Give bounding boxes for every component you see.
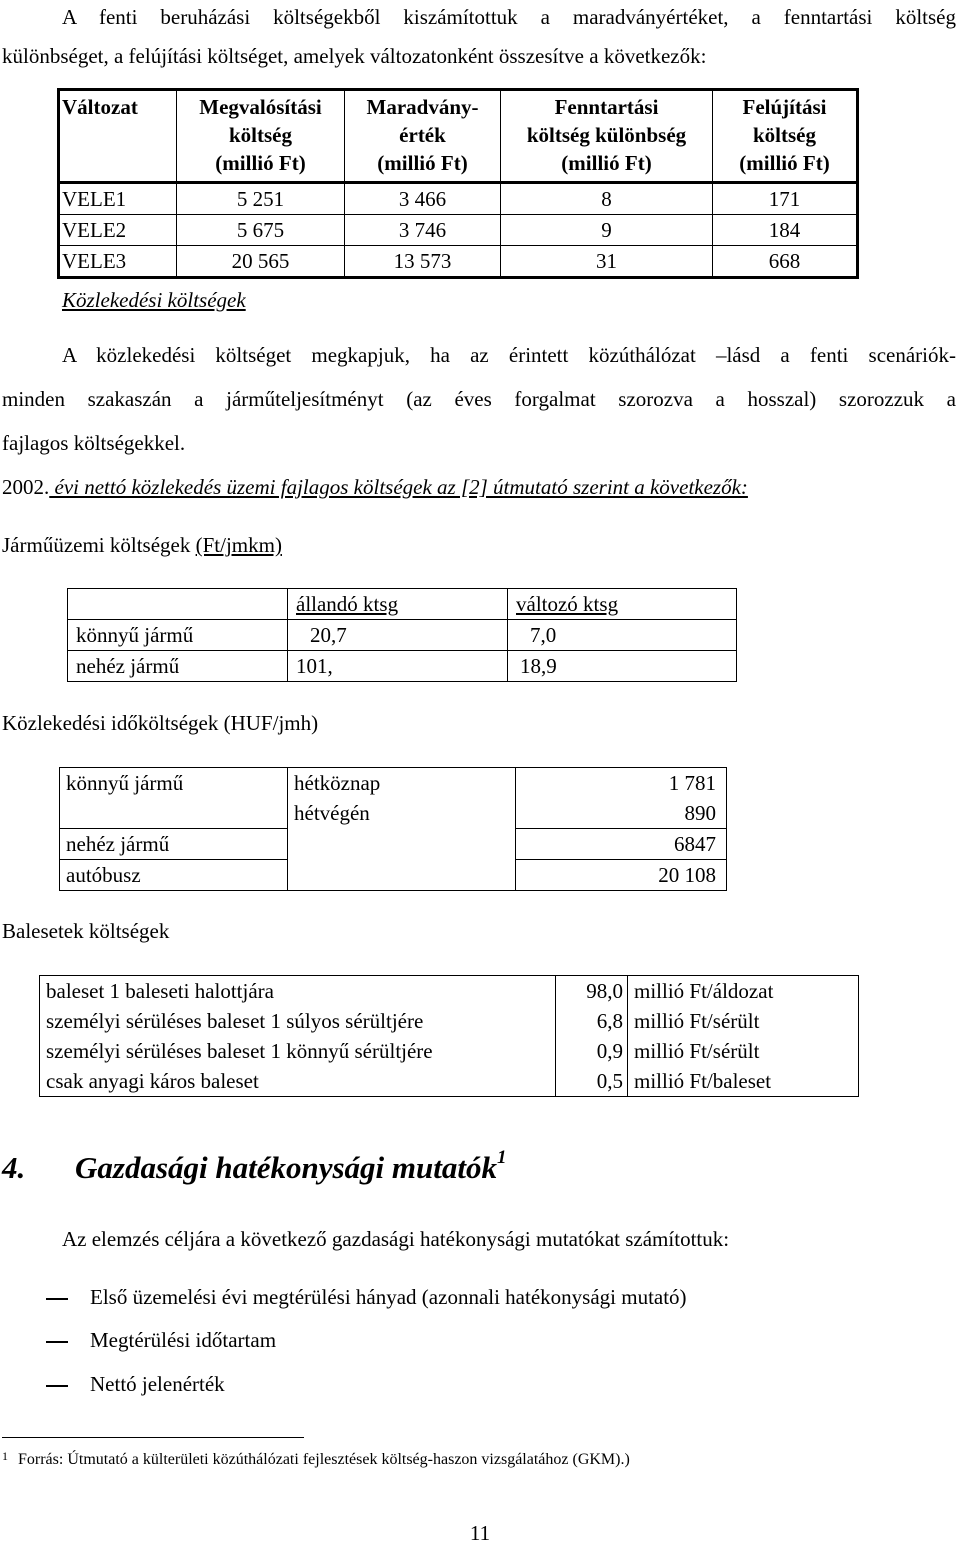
footnote-number: 1 (2, 1449, 8, 1463)
table-row (60, 798, 727, 829)
cell-renewal: 184 (713, 215, 858, 246)
vehicle-costs-unit: (Ft/jmkm) (195, 533, 282, 557)
header-fixed-cost: állandó ktsg (288, 589, 508, 620)
header-renewal-cost: Felújítási költség (millió Ft) (713, 90, 858, 183)
table-row (40, 1006, 859, 1036)
table-row (60, 768, 727, 799)
table-header-row (59, 90, 858, 183)
cell-day (288, 829, 516, 860)
footnote (2, 1446, 630, 1474)
table-row (40, 1036, 859, 1066)
cell-vehicle: nehéz jármű (60, 829, 288, 860)
cell-day: hétköznap (288, 768, 516, 799)
transport-para-line-3: fajlagos költségekkel. (2, 431, 186, 455)
cell-day (288, 860, 516, 891)
intro-line-1: A fenti beruházási költségekből kiszámítottuk a maradványértéket, a fenntartási költség (62, 5, 956, 29)
dash-bullet (46, 1385, 68, 1387)
cell-vehicle: nehéz jármű (68, 651, 288, 682)
cell-construction: 5 675 (177, 215, 345, 246)
table-row (59, 215, 858, 246)
cell-fixed: 20,7 (288, 620, 508, 651)
table-row (59, 183, 858, 215)
cell-accident-type: csak anyagi káros baleset (46, 1069, 259, 1093)
unit-cost-note (2, 472, 748, 502)
dash-bullet (46, 1341, 68, 1343)
cell-vehicle (60, 798, 288, 829)
cell-residual: 13 573 (345, 246, 501, 278)
cell-value: 20 108 (516, 860, 727, 891)
cell-accident-type: személyi sérüléses baleset 1 könnyű sérültjére (46, 1039, 433, 1063)
note-year: 2002. (2, 475, 50, 499)
footnote-separator (2, 1437, 304, 1438)
cell-vehicle: könnyű jármű (66, 771, 184, 795)
cell-day: hétvégén (288, 798, 516, 829)
section-4-number: 4. (2, 1150, 26, 1185)
cell-accident-type: személyi sérüléses baleset 1 súlyos sérültjére (46, 1009, 424, 1033)
transport-para-line-1: A közlekedési költséget megkapjuk, ha az érintett közúthálózat –lásd a fenti scenáriók- (62, 343, 956, 367)
list-item: Nettó jelenérték (46, 1369, 225, 1399)
cell-value: 6847 (516, 829, 727, 860)
cell-residual: 3 746 (345, 215, 501, 246)
time-costs-title: Közlekedési időköltségek (HUF/jmh) (2, 711, 319, 735)
cell-variable: 18,9 (508, 651, 737, 682)
section-4-title: Gazdasági hatékonysági mutatók$^1$ (75, 1147, 507, 1185)
footnote-mark: 1 (497, 1147, 507, 1168)
cell-construction: 5 251 (177, 183, 345, 215)
cell-maintenance: 8 (501, 183, 713, 215)
cell-empty (68, 589, 288, 620)
cell-unit: millió Ft/sérült (628, 1036, 859, 1066)
cell-vehicle: autóbusz (60, 860, 288, 891)
header-residual-value: Maradvány- érték (millió Ft) (345, 90, 501, 183)
page-number: 11 (469, 1521, 491, 1545)
cell-amount: 6,8 (556, 1006, 628, 1036)
variant-cost-table (57, 88, 859, 279)
cell-renewal: 171 (768, 187, 801, 211)
cell-unit: millió Ft/baleset (628, 1066, 859, 1097)
accident-costs-title: Balesetek költségek (2, 919, 170, 943)
cell-variable: 7,0 (508, 620, 737, 651)
cell-fixed: 101, (288, 651, 508, 682)
table-row (40, 976, 859, 1007)
header-construction-cost: Megvalósítási költség (millió Ft) (177, 90, 345, 183)
cell-amount: 98,0 (556, 976, 628, 1007)
cell-maintenance: 31 (501, 246, 713, 278)
list-item: Megtérülési időtartam (46, 1325, 276, 1355)
cell-maintenance: 9 (501, 215, 713, 246)
cell-accident-type: baleset 1 baleseti halottjára (46, 979, 274, 1003)
table-header-row (68, 589, 737, 620)
table-row (68, 651, 737, 682)
vehicle-costs-title: Járműüzemi költségek (Ft/jmkm) (2, 533, 282, 557)
cell-vehicle: könnyű jármű (68, 620, 288, 651)
cell-value: 890 (516, 798, 727, 829)
table-row (68, 620, 737, 651)
time-cost-table (59, 767, 727, 891)
cell-variant: VELE1 (59, 183, 177, 215)
cell-value: 1 781 (516, 768, 727, 799)
cell-residual: 3 466 (345, 183, 501, 215)
dash-bullet (46, 1298, 68, 1300)
header-variant: Változat (59, 90, 177, 183)
header-variable-cost: változó ktsg (508, 589, 737, 620)
table-row (40, 1066, 859, 1097)
vehicle-cost-table (67, 588, 737, 682)
section-4-intro: Az elemzés céljára a következő gazdasági hatékonysági mutatókat számítottuk: (62, 1227, 730, 1251)
table-row (60, 860, 727, 891)
cell-renewal: 668 (713, 246, 858, 278)
list-item: Első üzemelési évi megtérülési hányad (azonnali hatékonysági mutató) (46, 1282, 687, 1312)
transport-para-line-2: minden szakaszán a járműteljesítményt (az éves forgalmat szorozva a hosszal) szorozzuk a (2, 387, 956, 411)
header-maintenance-diff: Fenntartási költség különbség (millió Ft) (501, 90, 713, 183)
cell-construction: 20 565 (177, 246, 345, 278)
footnote-text: Forrás: Útmutató a külterületi közúthálózati fejlesztések költség-haszon vizsgálatához (GKM).) (18, 1451, 630, 1468)
intro-line-2: különbséget, a felújítási költséget, amelyek változatonként összesítve a következők: (2, 44, 707, 68)
transport-costs-heading: Közlekedési költségek (62, 288, 246, 312)
cell-amount: 0,9 (556, 1036, 628, 1066)
cell-variant: VELE2 (59, 215, 177, 246)
cell-amount: 0,5 (556, 1066, 628, 1097)
table-row (59, 246, 858, 278)
cell-unit: millió Ft/sérült (628, 1006, 859, 1036)
cell-variant: VELE3 (59, 246, 177, 278)
table-row (60, 829, 727, 860)
cell-unit: millió Ft/áldozat (628, 976, 859, 1007)
note-text: évi nettó közlekedés üzemi fajlagos költségek az [2] útmutató szerint a következők: (49, 475, 748, 499)
accident-cost-table (39, 975, 859, 1097)
